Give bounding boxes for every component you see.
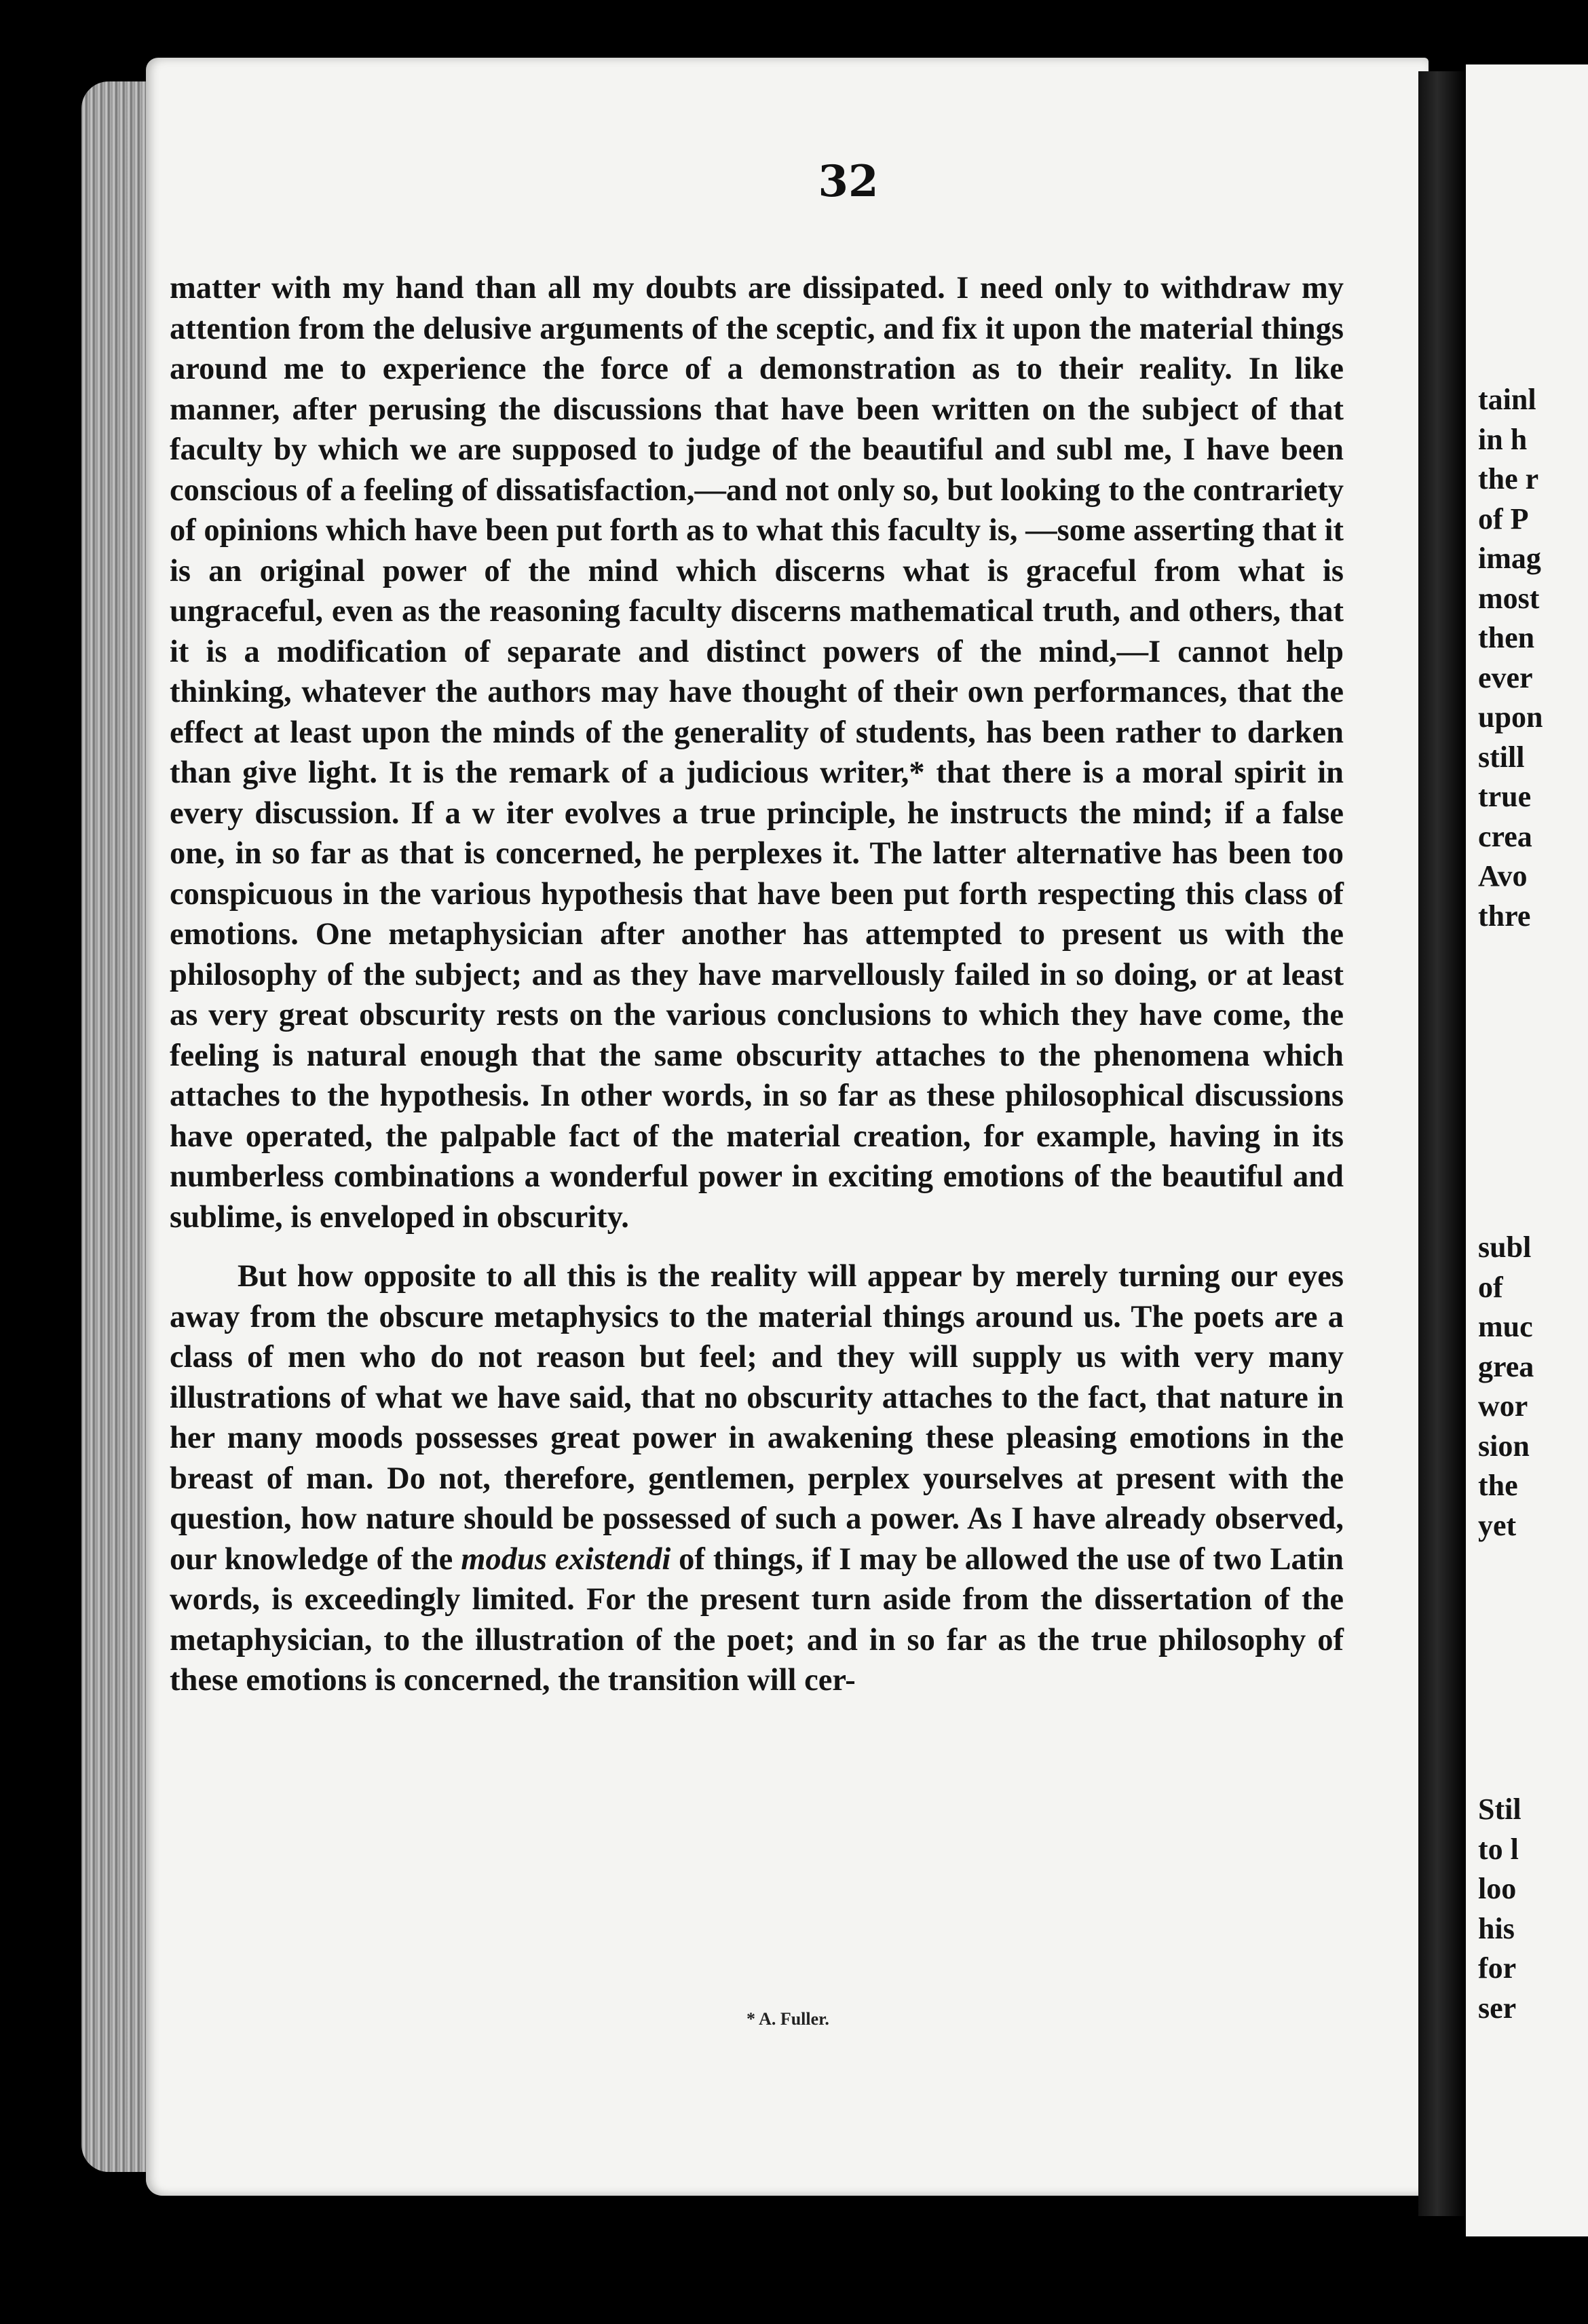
page-edges xyxy=(81,81,156,2172)
right-page-fragment: of xyxy=(1478,1270,1503,1304)
paragraph-2-text-end: of things, if I may be allowed the use of two Latin words, is exceedingly limited. For the present turn aside from the dissertation of the metaphysician, to the illustration of the poet; and in so far as the true philosophy of these emotions is concerned, the transition will cer- xyxy=(170,1541,1344,1698)
right-page-fragment: most xyxy=(1478,581,1540,615)
right-page-fragment: then xyxy=(1478,621,1535,654)
right-page-fragment: ser xyxy=(1478,1991,1517,2025)
right-page-fragment: sion xyxy=(1478,1429,1530,1463)
right-page-fragment: still xyxy=(1478,740,1525,774)
paragraph-1: matter with my hand than all my doubts are dissipated. I need only to withdraw my attention from the delusive arguments of the sceptic, and fix it upon the material things around me to experience the force of a demonstration as to their reality. In like manner, after perusing the discussions that have been written on the subject of that faculty by which we are supposed to judge of the beautiful and subl me, I have been conscious of a feeling of dissatisfaction,—and not only so, but looking to the contrariety of opinions which have been put forth as to what this faculty is, —some asserting that it is an original power of the mind which discerns what is graceful from what is ungraceful, even as the reasoning faculty discerns mathematical truth, and others, that it is a modification of separate and distinct powers of the mind,—I cannot help thinking, whatever the authors may have thought of their own performances, that the effect at least upon the minds of the generality of students, has been rather to darken than give light. It is the remark of a judicious writer,* that there is a moral spirit in every discussion. If a w iter evolves a true principle, he instructs the mind; if a false one, in so far as that is concerned, he perplexes it. The latter alternative has been too conspicuous in the various hypothesis that have been put forth respecting this class of emotions. One metaphysician after another has attempted to present us with the philosophy of the subject; and as they have marvellously failed in so doing, or at least as very great obscurity rests on the various conclusions to which they have come, the feeling is natural enough that the same obscurity attaches to the phenomena which attaches to the hypothesis. In other words, in so far as these philosophical discussions have operated, the palpable fact of the material creation, for example, having in its numberless combinations a wonderful power in exciting emotions of the beautiful and sublime, is enveloped in obscurity. xyxy=(170,271,1344,1235)
body-text xyxy=(170,268,1344,1701)
right-page-fragment: imag xyxy=(1478,542,1541,575)
latin-phrase: modus existendi xyxy=(461,1541,671,1577)
right-page-fragment: Stil xyxy=(1478,1793,1521,1826)
right-page-fragment: muc xyxy=(1478,1310,1533,1343)
right-page-fragment: wor xyxy=(1478,1389,1528,1423)
right-page-fragment: the r xyxy=(1478,462,1539,495)
right-page-fragment: in h xyxy=(1478,422,1528,456)
right-page-fragment: the xyxy=(1478,1469,1518,1502)
right-page-fragment: grea xyxy=(1478,1349,1534,1383)
right-page-fragment: his xyxy=(1478,1911,1515,1945)
right-page-fragment: ever xyxy=(1478,660,1533,694)
right-page-fragment: Avo xyxy=(1478,859,1528,893)
page-number: 32 xyxy=(818,156,879,207)
right-page-text-fragments xyxy=(1478,380,1543,2028)
right-page-fragment: upon xyxy=(1478,700,1543,734)
right-page-fragment: yet xyxy=(1478,1508,1517,1542)
paragraph-2 xyxy=(170,1256,1344,1701)
right-page-fragment: tainl xyxy=(1478,383,1536,416)
right-page-fragment: crea xyxy=(1478,819,1532,853)
book-gutter xyxy=(1418,71,1466,2216)
right-page-fragment: subl xyxy=(1478,1231,1532,1264)
right-page-edge xyxy=(1466,64,1588,2236)
right-page-fragment: true xyxy=(1478,780,1532,813)
right-page-fragment: to l xyxy=(1478,1832,1519,1866)
footnote: * A. Fuller. xyxy=(746,2009,829,2029)
right-page-fragment: thre xyxy=(1478,899,1531,933)
right-page-fragment: for xyxy=(1478,1951,1517,1985)
right-page-fragment: of P xyxy=(1478,502,1529,536)
right-page-fragment: loo xyxy=(1478,1872,1517,1905)
paragraph-2-text-start: But how opposite to all this is the reality will appear by merely turning our eyes away from the obscure metaphysics to the material things around us. The poets are a class of men who do not reason but feel; and they will supply us with very many illustrations of what we have said, that no obscurity attaches to the fact, that nature in her many moods possesses great power in awakening these pleasing emotions in the breast of man. Do not, therefore, gentlemen, perplex yourselves at present with the question, how nature should be possessed of such a power. As I have already observed, our knowledge of the xyxy=(170,1259,1344,1577)
